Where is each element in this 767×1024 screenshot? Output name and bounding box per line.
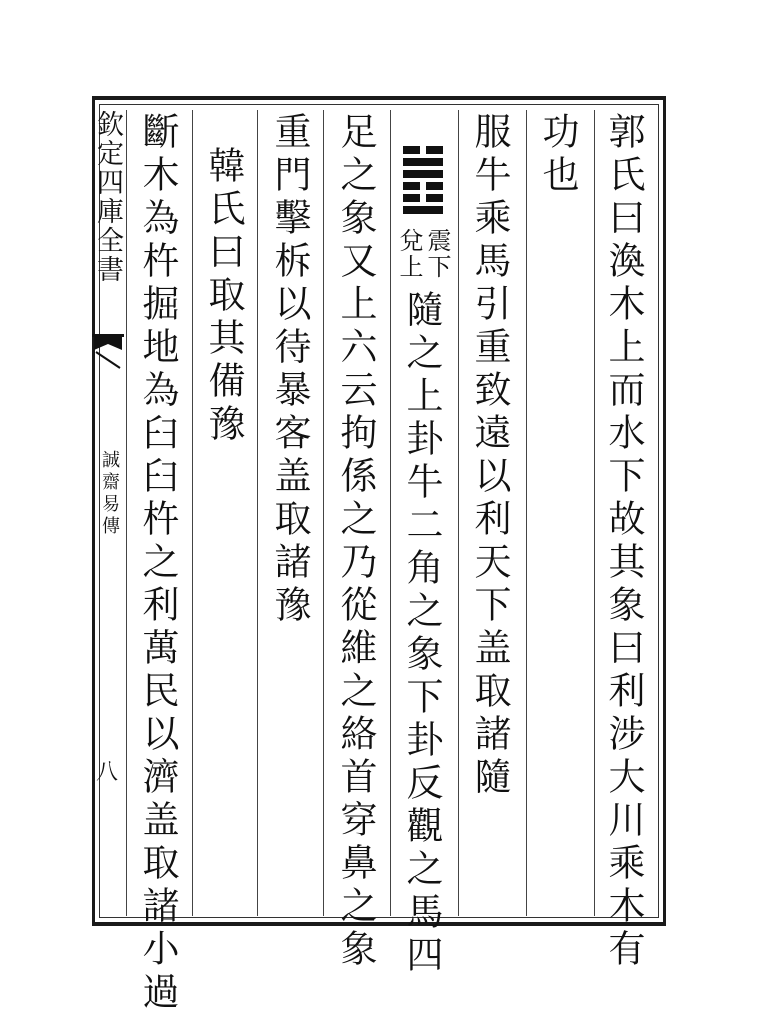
text-column-1: 郭氏曰渙木上而水下故其象曰利涉大川乘木有 [602, 112, 645, 972]
text-column-8: 斷木為杵掘地為臼臼杵之利萬民以濟盖取諸小過 [136, 112, 179, 1015]
column-rule [594, 110, 595, 916]
text-column-6: 重門擊柝以待暴客盖取諸豫 [268, 112, 311, 628]
page-number: 八 [96, 760, 119, 785]
column-rule [126, 110, 127, 916]
book-title: 誠齋易傳 [99, 450, 120, 538]
text-column-2: 功也 [536, 112, 579, 198]
column-rule [458, 110, 459, 916]
hexagram-lower-note: 震下 [423, 228, 451, 280]
column-rule [192, 110, 193, 916]
collection-title: 欽定四庫全書 [92, 110, 123, 284]
hexagram-upper-note: 兌上 [395, 228, 423, 280]
page-border-inner [99, 104, 659, 918]
column-rule [390, 110, 391, 916]
fish-tail-ornament-icon [92, 334, 124, 372]
text-column-4: 隨之上卦牛二角之象下卦反觀之馬四 [400, 290, 443, 978]
text-column-3: 服牛乘馬引重致遠以利天下盖取諸隨 [468, 112, 511, 800]
column-rule [526, 110, 527, 916]
hexagram-sui-icon [401, 144, 445, 218]
text-column-7: 韓氏曰取其備豫 [202, 146, 245, 447]
text-column-5: 足之象又上六云拘係之乃從維之絡首穿鼻之象 [334, 112, 377, 972]
column-rule [323, 110, 324, 916]
column-rule [257, 110, 258, 916]
